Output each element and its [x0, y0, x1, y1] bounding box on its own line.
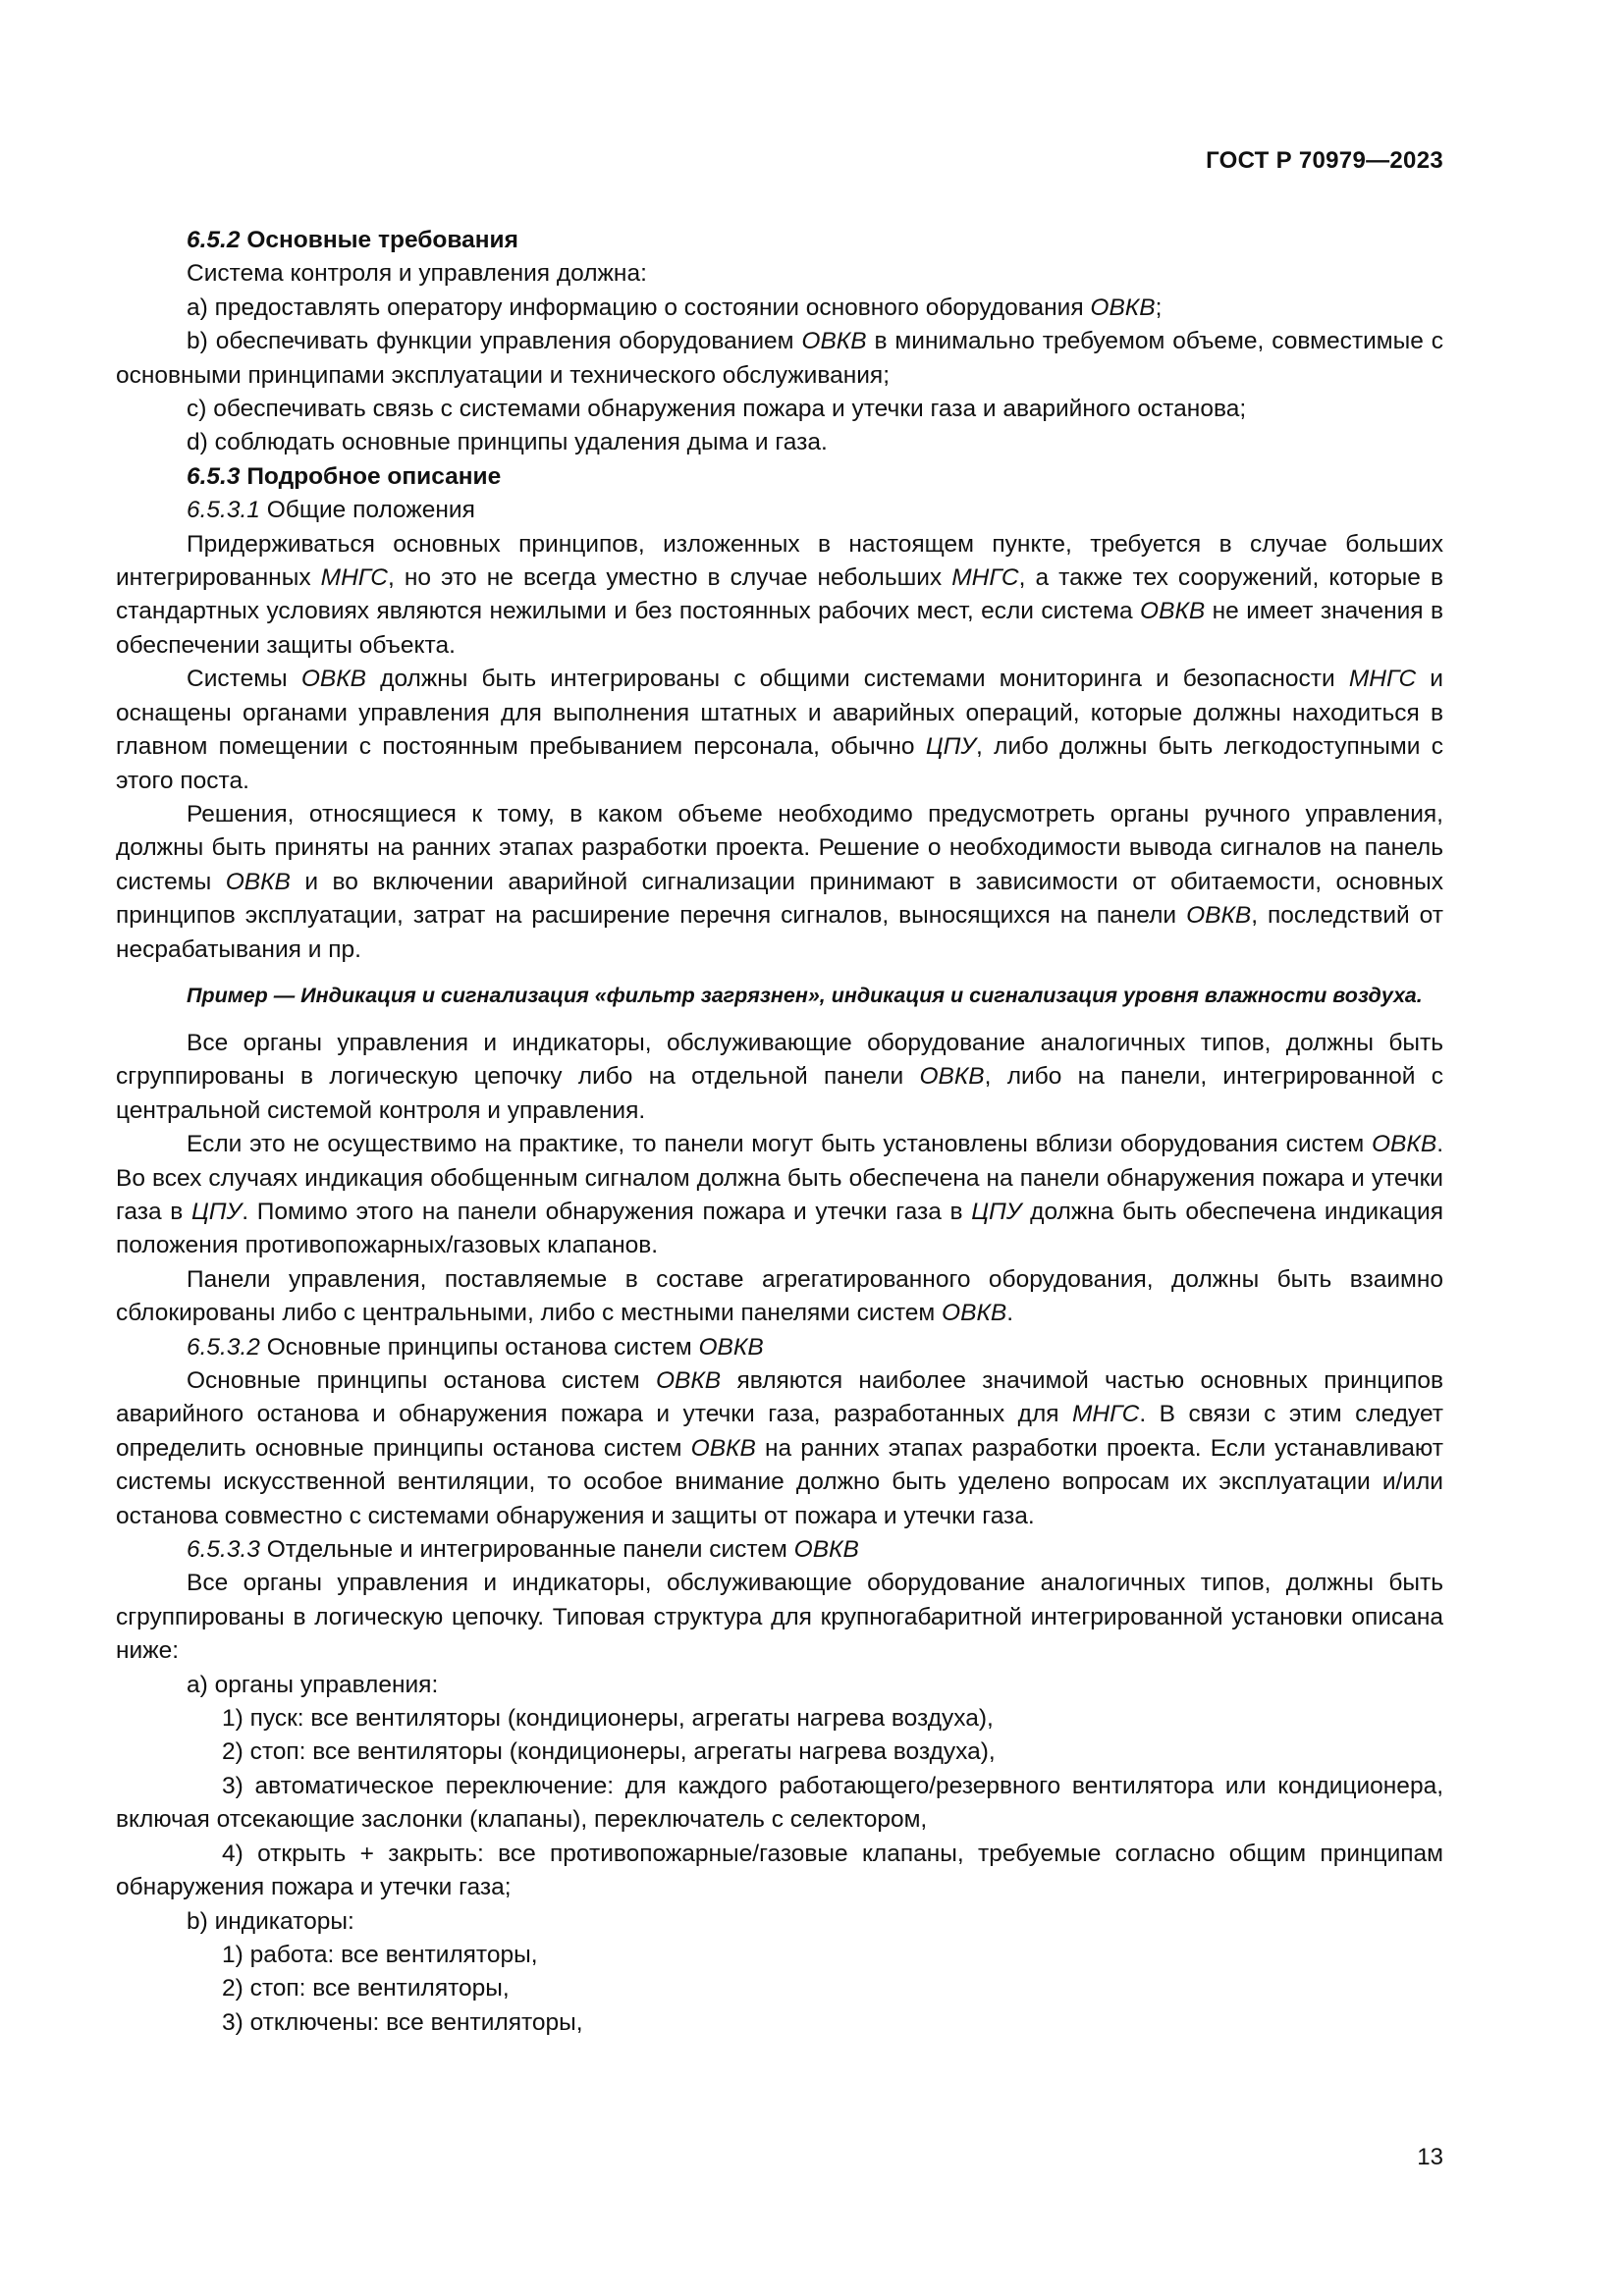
document-body: [116, 224, 1443, 2040]
paragraph: Все органы управления и индикаторы, обслуживающие оборудование аналогичных типов, должны быть сгруппированы в логическую цепочку либо на отдельной панели ОВКВ, либо на панели, интегрированной с центральной системой контроля и управления.: [116, 1029, 1443, 1124]
list-a-item: 3) автоматическое переключение: для каждого работающего/резервного вентилятора или кондиционера, включая отсекающие заслонки (клапаны), переключатель с селектором,: [116, 1772, 1443, 1834]
paragraph: Система контроля и управления должна:: [187, 260, 647, 288]
list-b-item: 2) стоп: все вентиляторы,: [222, 1975, 510, 2002]
list-a-item: 1) пуск: все вентиляторы (кондиционеры, агрегаты нагрева воздуха),: [222, 1705, 994, 1733]
section-title: Подробное описание: [246, 462, 502, 490]
list-b-item: 3) отключены: все вентиляторы,: [222, 2008, 583, 2036]
section-6-5-2-heading: [116, 224, 1443, 257]
list-a-label: а) органы управления:: [187, 1671, 439, 1698]
subsection-6-5-3-3-heading: 6.5.3.3 Отдельные и интегрированные панели систем ОВКВ: [187, 1536, 859, 1564]
section-title: Основные требования: [246, 227, 518, 253]
paragraph: Системы ОВКВ должны быть интегрированы с общими системами мониторинга и безопасности МНГС и оснащены органами управления для выполнения штатных и аварийных операций, которые должны находиться в главном помещении с постоянным пребыванием персонала, обычно ЦПУ, либо должны быть легкодоступными с этого поста.: [116, 666, 1443, 794]
subsection-6-5-3-1-heading: 6.5.3.1 Общие положения: [187, 497, 475, 524]
paragraph: Если это не осуществимо на практике, то панели могут быть установлены вблизи оборудования систем ОВКВ. Во всех случаях индикация обобщенным сигналом должна быть обеспечена на панели обнаружения пожара и утечки газа в ЦПУ. Помимо этого на панели обнаружения пожара и утечки газа в ЦПУ должна быть обеспечена индикация положения противопожарных/газовых клапанов.: [116, 1131, 1443, 1259]
standard-designation: ГОСТ Р 70979—2023: [1206, 147, 1443, 174]
example-note: Пример — Индикация и сигнализация «фильтр загрязнен», индикация и сигнализация уровня влажности воздуха.: [187, 983, 1423, 1007]
page-number: 13: [1417, 2144, 1443, 2170]
list-a-item: 2) стоп: все вентиляторы (кондиционеры, агрегаты нагрева воздуха),: [222, 1738, 996, 1766]
list-item: c) обеспечивать связь с системами обнаружения пожара и утечки газа и аварийного останова;: [187, 396, 1247, 423]
paragraph: Все органы управления и индикаторы, обслуживающие оборудование аналогичных типов, должны быть сгруппированы в логическую цепочку. Типовая структура для крупногабаритной интегрированной установки описана ниже:: [116, 1570, 1443, 1665]
list-b-item: 1) работа: все вентиляторы,: [222, 1941, 538, 1968]
paragraph: Придерживаться основных принципов, изложенных в настоящем пункте, требуется в случае больших интегрированных МНГС, но это не всегда уместно в случае небольших МНГС, а также тех сооружений, которые в стандартных условиях являются нежилыми и без постоянных рабочих мест, если система ОВКВ не имеет значения в обеспечении защиты объекта.: [116, 530, 1443, 659]
section-6-5-3-heading: [116, 460, 1443, 494]
list-item: b) обеспечивать функции управления оборудованием ОВКВ в минимально требуемом объеме, совместимые с основными принципами эксплуатации и технического обслуживания;: [116, 328, 1443, 389]
paragraph: Основные принципы останова систем ОВКВ являются наиболее значимой частью основных принципов аварийного останова и обнаружения пожара и утечки газа, разработанных для МНГС. В связи с этим следует определить основные принципы останова систем ОВКВ на ранних этапах разработки проекта. Если устанавливают системы искусственной вентиляции, то особое внимание должно быть уделено вопросам их эксплуатации и/или останова совместно с системами обнаружения и защиты от пожара и утечки газа.: [116, 1367, 1444, 1529]
section-number: 6.5.2: [187, 227, 241, 253]
list-a-item: 4) открыть + закрыть: все противопожарные/газовые клапаны, требуемые согласно общим принципам обнаружения пожара и утечки газа;: [116, 1840, 1443, 1901]
paragraph: Решения, относящиеся к тому, в каком объеме необходимо предусмотреть органы ручного управления, должны быть приняты на ранних этапах разработки проекта. Решение о необходимости вывода сигналов на панель системы ОВКВ и во включении аварийной сигнализации принимают в зависимости от обитаемости, основных принципов эксплуатации, затрат на расширение перечня сигналов, выносящихся на панели ОВКВ, последствий от несрабатывания и пр.: [116, 800, 1443, 963]
list-b-label: b) индикаторы:: [187, 1907, 354, 1935]
section-number: 6.5.3: [187, 462, 241, 490]
list-item: а) предоставлять оператору информацию о состоянии основного оборудования ОВКВ;: [187, 294, 1163, 321]
subsection-6-5-3-2-heading: 6.5.3.2 Основные принципы останова систем ОВКВ: [187, 1333, 764, 1361]
paragraph: Панели управления, поставляемые в составе агрегатированного оборудования, должны быть взаимно сблокированы либо с центральными, либо с местными панелями систем ОВКВ.: [116, 1265, 1443, 1327]
list-item: d) соблюдать основные принципы удаления дыма и газа.: [187, 429, 828, 456]
